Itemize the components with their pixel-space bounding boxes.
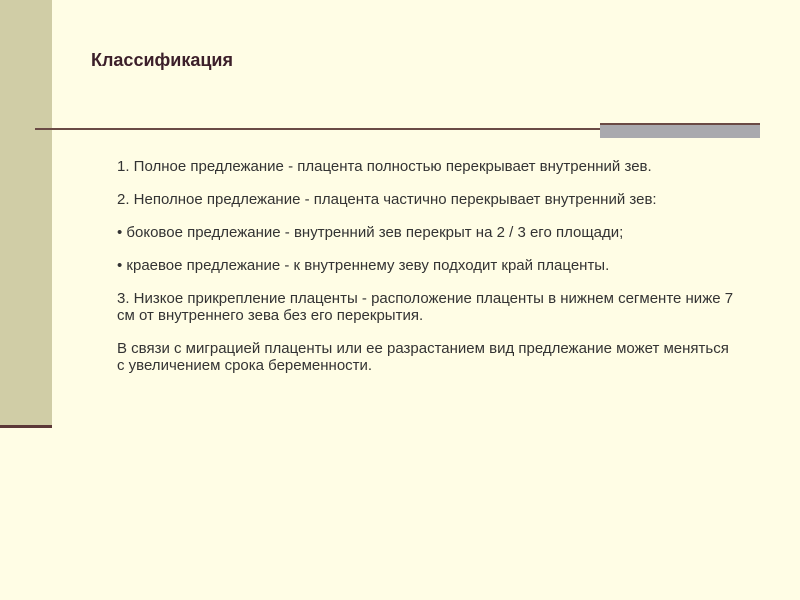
slide-title: Классификация — [91, 50, 233, 70]
title-divider — [35, 128, 601, 130]
paragraph-migration-note: В связи с миграцией плаценты или ее разрастанием вид предлежание может меняться с увеличением срока беременности. — [117, 340, 729, 374]
paragraph-partial-previa: 2. Неполное предлежание - плацента частично перекрывает внутренний зев: — [117, 191, 657, 208]
side-bar-edge — [0, 425, 52, 428]
side-bar — [0, 0, 52, 425]
paragraph-marginal-previa: • краевое предлежание - к внутреннему зеву подходит край плаценты. — [117, 257, 610, 274]
paragraph-complete-previa: 1. Полное предлежание - плацента полностью перекрывает внутренний зев. — [117, 158, 652, 175]
divider-accent-block — [600, 123, 760, 138]
paragraph-low-attachment: 3. Низкое прикрепление плаценты - расположение плаценты в нижнем сегменте ниже 7 см от внутреннего зева без его перекрытия. — [117, 290, 734, 324]
paragraph-lateral-previa: • боковое предлежание - внутренний зев перекрыт на 2 / 3 его площади; — [117, 224, 624, 241]
slide-body — [117, 158, 737, 390]
